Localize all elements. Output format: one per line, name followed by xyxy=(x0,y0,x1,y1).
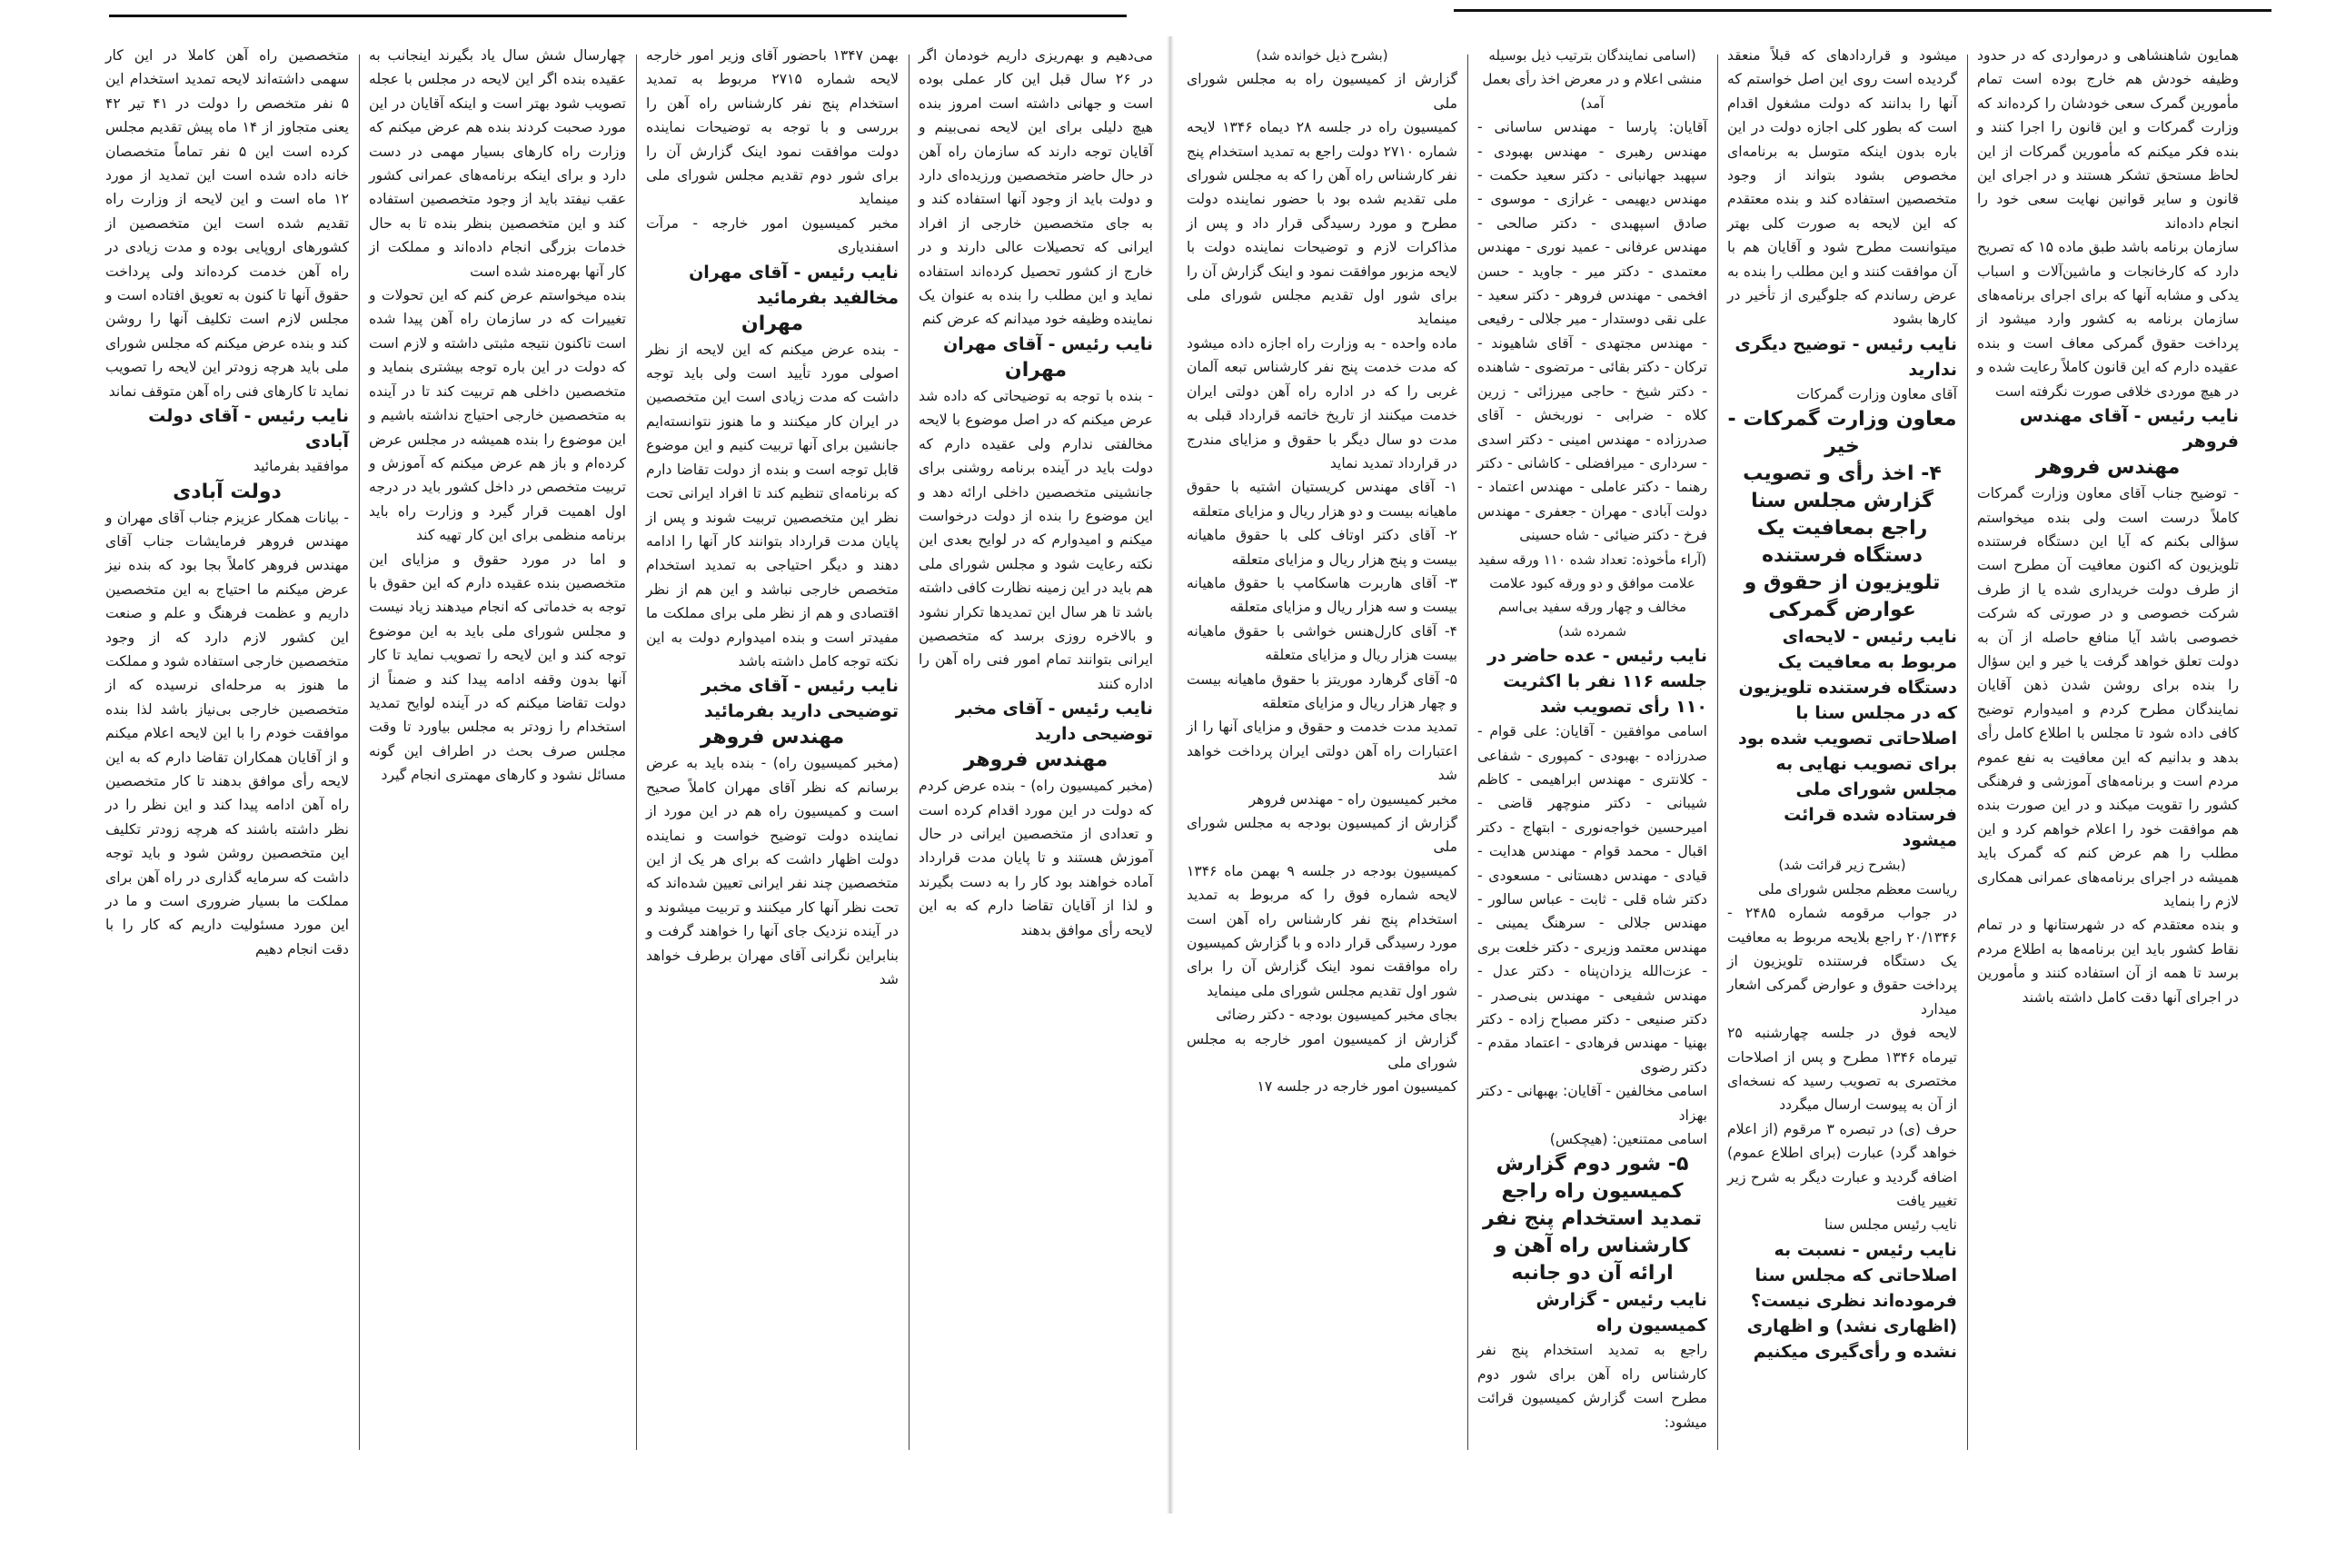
body-paragraph: کمیسیون راه در جلسه ۲۸ دیماه ۱۳۴۶ لایحه شماره ۲۷۱۰ دولت راجع به تمدید استخدام پنج نفر کارشناس راه آهن را که به مجلس شورای ملی تقدیم شده بود با حضور نماینده دولت مطرح و مورد رسیدگی قرار داد و پس از مذاکرات لازم و توضیحات نماینده دولت با لایحه مزبور موافقت نمود و اینک گزارش آن را برای شور اول تقدیم مجلس شورای ملی مینماید xyxy=(1187,119,1457,328)
section-heading: مهندس فروهر xyxy=(700,726,845,749)
body-paragraph: نایب رئیس مجلس سنا xyxy=(1824,1216,1957,1234)
speaker-line: نایب رئیس - توضیح دیگری ندارید xyxy=(1735,333,1957,380)
top-rule-left xyxy=(109,15,1127,17)
parenthetical-note: (اسامی نمایندگان بترتیب ذیل بوسیله منشی اعلام و در معرض اخذ رأی بعمل آمد) xyxy=(1482,47,1703,112)
column-8 xyxy=(1972,44,2244,1468)
speaker-line: نایب رئیس - آقای مهران مخالفید بفرمائید xyxy=(689,262,899,308)
body-paragraph: - بیانات همکار عزیزم جناب آقای مهران و مهندس فروهر فرمایشات جناب آقای مهندس فروهر کاملاً بجا بود که بنده نیز عرض میکنم ما احتیاج به این متخصصین داریم و عظمت فرهنگ و علم و صنعت این کشور لازم دارد که از وجود متخصصین خارجی استفاده شود و مملکت ما هنوز به مرحله‌ای نرسیده که از متخصصین خارجی بی‌نیاز باشد لذا بنده موافقت خودم را با این لایحه اعلام میکنم و از آقایان همکاران تقاضا دارم که به این لایحه رأی موافق بدهند تا کار متخصصین راه آهن ادامه پیدا کند و این نظر را در نظر داشته باشند که هرچه زودتر تکلیف این متخصصین روشن شود و باید توجه داشت که سرمایه گذاری در راه آهن برای مملکت ما بسیار ضروری است و ما در این مورد مسئولیت داریم که کار را با دقت انجام دهیم xyxy=(105,509,349,958)
body-paragraph: ۱- آقای مهندس کریستیان اشتیه با حقوق ماهیانه بیست و دو هزار ریال و مزایای متعلقه xyxy=(1187,479,1457,520)
column-2 xyxy=(363,44,631,1468)
body-paragraph: حرف (ی) در تبصره ۳ مرقوم (از اعلام خواهد گرد) عبارت (برای اطلاع عموم) اضافه گردید و عبارت دیگر به شرح زیر تغییر یافت xyxy=(1727,1120,1957,1209)
body-paragraph: اسامی موافقین - آقایان: علی قوام - صدرزاده - بهبودی - کمپوری - شفاعی - کلانتری - مهندس ابراهیمی - کاظم شیبانی - دکتر منوچهر قاضی - امیرحسین خواجه‌نوری - ابتهاج - دکتر اقبال - محمد قوام - مهندس هدایت - قیادی - مهندس دهستانی - مسعودی - دکتر شاه قلی - ثابت - عباس سالور - مهندس جلالی - سرهنگ یمینی - مهندس معتمد وزیری - دکتر خلعت بری - عزت‌الله یزدان‌پناه - دکتر عدل - مهندس شفیعی - مهندس بنی‌صدر - دکتر صنیعی - دکتر مصباح زاده - دکتر بهنیا - مهندس فرهادی - اعتماد مقدم - دکتر رضوی xyxy=(1477,723,1707,1076)
page-fold xyxy=(1167,36,1174,1513)
body-paragraph: چهارسال شش سال یاد بگیرند اینجانب به عقیده بنده اگر این لایحه در مجلس با عجله تصویب شود بهتر است و اینکه آقایان در این مورد صحبت کردند بنده هم عرض میکنم که وزارت راه کارهای بسیار مهمی در دست دارد و برای اینکه برنامه‌های عمرانی کشور عقب نیفتد باید از وجود متخصصین استفاده کند و این متخصصین بنظر بنده تا به حال خدمات بزرگی انجام داده‌اند و مملکت از کار آنها بهره‌مند شده است xyxy=(369,47,626,280)
body-paragraph: - بنده عرض میکنم که این لایحه از نظر اصولی مورد تأیید است ولی باید توجه داشت که مدت زیادی است این متخصصین در ایران کار میکنند و ما هنوز نتوانسته‌ایم جانشین برای آنها تربیت کنیم و این موضوع قابل توجه است و بنده از دولت تقاضا دارم که برنامه‌ای تنظیم کند تا افراد ایرانی تحت نظر این متخصصین تربیت شوند و پس از پایان مدت قرارداد بتوانند کار آنها را ادامه دهند و دیگر احتیاجی به تمدید استخدام متخصص خارجی نباشد و این هم از نظر اقتصادی و هم از نظر ملی برای مملکت ما مفیدتر است و بنده امیدوارم دولت به این نکته توجه کامل داشته باشد xyxy=(646,341,899,670)
body-paragraph: ماده واحده - به وزارت راه اجازه داده میشود که مدت خدمت پنج نفر کارشناس تبعه آلمان غربی را که در اداره راه آهن دولتی ایران خدمت میکنند از تاریخ خاتمه قرارداد قبلی به مدت دو سال دیگر با حقوق و مزایای مندرج در قرارداد تمدید نماید xyxy=(1187,334,1457,471)
body-paragraph: مخبر کمیسیون راه - مهندس فروهر xyxy=(1248,790,1457,808)
speaker-line: نایب رئیس - گزارش کمیسیون راه xyxy=(1536,1290,1707,1336)
body-paragraph: سازمان برنامه باشد طبق ماده ۱۵ که تصریح دارد که کارخانجات و ماشین‌آلات و اسباب یدکی و مشابه آنها که برای اجرای برنامه‌های سازمان برنامه به کشور وارد میشود از پرداخت حقوق گمرکی معاف است و بنده عقیده دارم که این قانون کاملاً رعایت شده و در هیچ موردی خلافی صورت نگرفته است xyxy=(1977,239,2239,400)
body-paragraph: و بنده معتقدم که در شهرستانها و در تمام نقاط کشور باید این برنامه‌ها به اطلاع مردم برسد تا همه از آن استفاده کنند و مأمورین در اجرای آنها دقت کامل داشته باشند xyxy=(1977,917,2239,1006)
column-1 xyxy=(100,44,354,1468)
speaker-line: نایب رئیس - آقای مهران xyxy=(943,333,1153,354)
column-6 xyxy=(1472,44,1713,1468)
body-paragraph: ۲- آقای دکتر اوتاف کلی با حقوق ماهیانه بیست و پنج هزار ریال و مزایای متعلقه xyxy=(1187,527,1457,568)
section-heading: معاون وزارت گمرکات - خیر xyxy=(1727,408,1957,459)
column-rule xyxy=(1967,55,1968,1450)
parenthetical-note: (بشرح زیر قرائت شد) xyxy=(1778,857,1906,874)
body-paragraph: اسامی مخالفین - آقایان: بهبهانی - دکتر بهزاد xyxy=(1477,1083,1707,1124)
section-heading: مهران xyxy=(741,312,804,335)
speaker-line: نایب رئیس - عده حاضر در جلسه ۱۱۶ نفر با اکثریت ۱۱۰ رأی تصویب شد xyxy=(1486,646,1707,718)
body-paragraph: مخبر کمیسیون امور خارجه - مرآت اسفندیاری xyxy=(646,214,899,256)
body-paragraph: کمیسیون بودجه در جلسه ۹ بهمن ماه ۱۳۴۶ لایحه شماره فوق را که مربوط به تمدید استخدام پنج نفر کارشناس راه آهن است مورد رسیدگی قرار داده و با گزارش کمیسیون راه موافقت نمود اینک گزارش آن را برای شور اول تقدیم مجلس شورای ملی مینماید xyxy=(1187,862,1457,999)
body-paragraph: آقای معاون وزارت گمرکات xyxy=(1796,385,1957,402)
body-paragraph: آقایان: پارسا - مهندس ساسانی - مهندس رهبری - مهندس بهبودی - سپهبد جهانبانی - دکتر سعید حکمت - مهندس دیهیمی - غرازی - موسوی - صادق اسپهبدی - دکتر صالحی - مهندس عرفانی - عمید نوری - مهندس معتمدی - دکتر میر - جاوید - حسن افخمی - مهندس فروهر - دکتر سعید - علی نقی دوستدار - میر جلالی - رفیعی - مهندس مجتهدی - آقای شاهیوند - ترکان - دکتر بقائی - مرتضوی - شاهنده - دکتر شیخ - حاجی میرزائی - زرین کلاه - ضرابی - نوربخش - آقای صدرزاده - مهندس امینی - دکتر اسدی - سرداری - میرافضلی - کاشانی - دکتر رهنما - دکتر عاملی - مهندس اعتماد - دولت آبادی - مهران - جعفری - مهندس فرخ - دکتر ضیائی - شاه حسینی xyxy=(1477,119,1707,544)
top-rule-right xyxy=(1454,9,2271,12)
body-paragraph: ۵- آقای گرهارد موریتز با حقوق ماهیانه بیست و چهار هزار ریال و مزایای متعلقه xyxy=(1187,670,1457,711)
section-heading: مهندس فروهر xyxy=(2035,456,2181,480)
body-paragraph: ۴- آقای کارل‌هنس خواشی با حقوق ماهیانه بیست هزار ریال و مزایای متعلقه xyxy=(1187,622,1457,664)
column-7 xyxy=(1722,44,1963,1468)
body-paragraph: میشود و قراردادهای که قبلاً منعقد گردیده است روی این اصل خواستم که آنها را بدانند که دولت مشغول اقدام است که بطور کلی اجازه دولت در این باره بدون اینکه متوسل به برنامه‌ای مخصوص بشود بتواند از وجود متخصصین استفاده کند و بنده معتقدم که این لایحه به صورت کلی بهتر میتوانست مطرح شود و آقایان هم با آن موافقت کنند و این مطلب را بنده به عرض رساندم که جلوگیری از تأخیر در کارها بشود xyxy=(1727,47,1957,328)
body-paragraph: بهمن ۱۳۴۷ باحضور آقای وزیر امور خارجه لایحه شماره ۲۷۱۵ مربوط به تمدید استخدام پنج نفر کارشناس راه آهن را بررسی و با توجه به توضیحات نماینده دولت موافقت نمود اینک گزارش آن را برای شور دوم تقدیم مجلس شورای ملی مینماید xyxy=(646,47,899,208)
column-3 xyxy=(641,44,904,1468)
body-paragraph: بجای مخبر کمیسیون بودجه - دکتر رضائی xyxy=(1216,1007,1457,1024)
body-paragraph: اسامی ممتنعین: (هیچکس) xyxy=(1549,1131,1707,1148)
body-paragraph: - بنده با توجه به توضیحاتی که داده شد عرض میکنم که در اصل موضوع با لایحه مخالفتی ندارم ولی عقیده دارم که دولت باید در آینده برنامه روشنی برای جانشینی متخصصین داخلی ارائه دهد و این موضوع را بنده از دولت درخواست میکنم و امیدوارم که در لوایح بعدی این نکته رعایت شود و مجلس شورای ملی هم باید در این زمینه نظارت کافی داشته باشد تا هر سال این تمدیدها تکرار نشود و بالاخره روزی برسد که متخصصین ایرانی بتوانند تمام امور فنی راه آهن را اداره کنند xyxy=(919,387,1153,692)
body-paragraph: موافقید بفرمائید xyxy=(253,458,349,475)
column-rule xyxy=(359,55,360,1450)
body-paragraph: بنده میخواستم عرض کنم که این تحولات و تغییرات که در سازمان راه آهن پیدا شده است تاکنون نتیجه مثبتی داشته و لازم است که دولت در این باره توجه بیشتری بنماید و متخصصین داخلی هم تربیت کند تا در آینده به متخصصین خارجی احتیاج نداشته باشیم و این موضوع را بنده همیشه در مجلس عرض کرده‌ام و باز هم عرض میکنم که آموزش و تربیت متخصص در داخل کشور باید در درجه اول اهمیت قرار گیرد و وزارت راه باید برنامه منظمی برای این کار تهیه کند xyxy=(369,287,626,544)
body-paragraph: در جواب مرقومه شماره ۲۴۸۵ - ۲۰/۱۳۴۶ راجع بلایحه مربوط به معافیت یک دستگاه فرستنده تلویزیون از پرداخت حقوق و عوارض گمرکی اشعار میدارد xyxy=(1727,905,1957,1017)
body-paragraph: راجع به تمدید استخدام پنج نفر کارشناس راه آهن برای شور دوم مطرح است گزارش کمیسیون قرائت میشود: xyxy=(1477,1342,1707,1431)
body-paragraph: گزارش از کمیسیون بودجه به مجلس شورای ملی xyxy=(1187,815,1457,856)
section-heading: مهندس فروهر xyxy=(963,749,1108,772)
speaker-line: نایب رئیس - لایحه‌ای مربوط به معافیت یک دستگاه فرستنده تلویزیون که در مجلس سنا با اصلاحاتی تصویب شده بود برای تصویب نهایی به مجلس شورای ملی فرستاده شده قرائت میشود xyxy=(1737,627,1957,851)
speaker-line: نایب رئیس - آقای مهندس فروهر xyxy=(2019,406,2239,452)
speaker-line: نایب رئیس - نسبت به اصلاحاتی که مجلس سنا فرموده‌اند نظری نیست؟ (اظهاری نشد) و اظهاری نشده و رأی‌گیری میکنیم xyxy=(1746,1239,1957,1362)
body-paragraph: (مخبر کمیسیون راه) - بنده باید به عرض برسانم که نظر آقای مهران کاملاً صحیح است و کمیسیون راه هم در این مورد از نماینده دولت توضیح خواست و نماینده دولت اظهار داشت که برای هر یک از این متخصصین چند نفر ایرانی تعیین شده‌اند که تحت نظر آنها کار میکنند و تربیت میشوند و در آینده نزدیک جای آنها را خواهند گرفت و بنابراین نگرانی آقای مهران برطرف خواهد شد xyxy=(646,755,899,987)
body-paragraph: ۳- آقای هاربرت هاسکامپ با حقوق ماهیانه بیست و سه هزار ریال و مزایای متعلقه xyxy=(1187,574,1457,616)
body-paragraph: کمیسیون امور خارجه در جلسه ۱۷ xyxy=(1257,1078,1457,1096)
section-heading: مهران xyxy=(1004,358,1068,382)
body-paragraph: گزارش از کمیسیون امور خارجه به مجلس شورای ملی xyxy=(1187,1030,1457,1072)
body-paragraph: - توضیح جناب آقای معاون وزارت گمرکات کاملاً درست است ولی بنده میخواستم سؤالی بکنم که آیا این دستگاه فرستنده تلویزیون که اکنون معافیت آن مطرح است از طرف دولت خریداری شده یا از طرف شرکت خصوصی و در صورتی که شرکت خصوصی باشد آیا منافع حاصله از آن به دولت تعلق خواهد گرفت یا خیر و این سؤال را بنده برای روشن شدن ذهن آقایان نمایندگان مطرح کردم و امیدوارم توضیح کافی داده شود تا مجلس با اطلاع کامل رأی بدهد و بدانیم که این معافیت به نفع عموم مردم است و برنامه‌های آموزشی و فرهنگی کشور را تقویت میکند و در این صورت بنده هم موافقت خود را اعلام خواهم کرد و این مطلب را هم عرض کنم که گمرک باید همیشه در اجرای برنامه‌های عمرانی همکاری لازم را بنماید xyxy=(1977,485,2239,909)
body-paragraph: همایون شاهنشاهی و درمواردی که در حدود وظیفه خودش هم خارج بوده است تمام مأمورین گمرک سعی خودشان را کرده‌اند که وزارت گمرکات و این قانون را اجرا کنند و بنده فکر میکنم که مأمورین گمرکات از این لحاظ مستحق تشکر هستند و در اجرای این قانون و سایر قوانین نهایت سعی خود را انجام داده‌اند xyxy=(1977,47,2239,232)
body-paragraph: (مخبر کمیسیون راه) - بنده عرض کردم که دولت در این مورد اقدام کرده است و تعدادی از متخصصین ایرانی در حال آموزش هستند و تا پایان مدت قرارداد آماده خواهند بود کار را به دست بگیرند و لذا از آقایان تقاضا دارم که به این لایحه رأی موافق بدهند xyxy=(919,778,1153,938)
body-paragraph: می‌دهیم و بهم‌ریزی داریم خودمان اگر در ۲۶ سال قبل این کار عملی بوده است و جهانی داشته است امروز بنده هیچ دلیلی برای این لایحه نمی‌بینم و آقایان توجه دارند که سازمان راه آهن در حال حاضر متخصصین ورزیده‌ای دارد و دولت باید از وجود آنها استفاده کند و به جای متخصصین خارجی از افراد ایرانی که تحصیلات عالی دارند و در خارج از کشور تحصیل کرده‌اند استفاده نماید و این مطلب را بنده به عنوان یک نماینده وظیفه خود میدانم که عرض کنم xyxy=(919,47,1153,328)
parenthetical-note: (آراء مأخوذه: تعداد شده ۱۱۰ ورقه سفید علامت موافق و دو ورقه کبود علامت مخالف و چهار ورقه سفید بی‌اسم شمرده شد) xyxy=(1477,551,1707,640)
speaker-line: نایب رئیس - آقای مخبر توضیحی دارید xyxy=(955,699,1153,745)
column-rule xyxy=(909,55,910,1450)
body-paragraph: لایحه فوق در جلسه چهارشنبه ۲۵ تیرماه ۱۳۴۶ مطرح و پس از اصلاحات مختصری به تصویب رسید که نسخه‌ای از آن به پیوست ارسال میگردد xyxy=(1727,1025,1957,1114)
column-rule xyxy=(1467,55,1468,1450)
body-paragraph: و اما در مورد حقوق و مزایای این متخصصین بنده عقیده دارم که این حقوق با توجه به خدماتی که انجام میدهند زیاد نیست و مجلس شورای ملی باید به این موضوع توجه کند و این لایحه را تصویب نماید تا کار آنها بدون وقفه ادامه پیدا کند و ضمناً از دولت تقاضا میکنم که در آینده لوایح تمدید استخدام را زودتر به مجلس بیاورد تا وقت مجلس صرف بحث در اطراف این گونه مسائل نشود و کارهای مهمتری انجام گیرد xyxy=(369,551,626,784)
column-4 xyxy=(913,44,1158,1468)
speaker-line: نایب رئیس - آقای مخبر توضیحی دارید بفرمائید xyxy=(701,676,899,722)
section-heading: دولت آبادی xyxy=(173,480,282,503)
column-rule xyxy=(636,55,637,1450)
body-paragraph: گزارش از کمیسیون راه به مجلس شورای ملی xyxy=(1187,71,1457,112)
column-5 xyxy=(1181,44,1463,1468)
body-paragraph: تمدید مدت خدمت و حقوق و مزایای آنها را از اعتبارات راه آهن دولتی ایران پرداخت خواهد شد xyxy=(1187,719,1457,784)
parenthetical-note: (بشرح ذیل خوانده شد) xyxy=(1256,47,1388,64)
section-heading: ۵- شور دوم گزارش کمیسیون راه راجع تمدید استخدام پنج نفر کارشناس راه آهن و ارائه آن دو جانبه xyxy=(1483,1153,1702,1285)
column-rule xyxy=(1717,55,1718,1450)
section-heading: ۴- اخذ رأی و تصویب گزارش مجلس سنا راجع بمعافیت یک دستگاه فرستنده تلویزیون از حقوق و عوارض گمرکی xyxy=(1743,462,1942,622)
body-paragraph: متخصصین راه آهن کاملا در این کار سهمی داشته‌اند لایحه تمدید استخدام این ۵ نفر متخصص را دولت در ۴۱ تیر ۴۲ یعنی متجاوز از ۱۴ ماه پیش تقدیم مجلس کرده است این ۵ نفر تماماً متخصصان خانه داده شده است این تمدید از مورد ۱۲ ماه است و این لایحه از وزارت راه تقدیم شده است این متخصصین از کشورهای اروپایی بوده و مدت زیادی در راه آهن خدمت کرده‌اند ولی پرداخت حقوق آنها تا کنون به تعویق افتاده است و مجلس لازم است تکلیف آنها را روشن کند و بنده عرض میکنم که مجلس شورای ملی باید هرچه زودتر این لایحه را تصویب نماید تا کارهای فنی راه آهن متوقف نماند xyxy=(105,47,349,400)
speaker-line: نایب رئیس - آقای دولت آبادی xyxy=(148,406,349,452)
body-paragraph: ریاست معظم مجلس شورای ملی xyxy=(1757,880,1957,898)
